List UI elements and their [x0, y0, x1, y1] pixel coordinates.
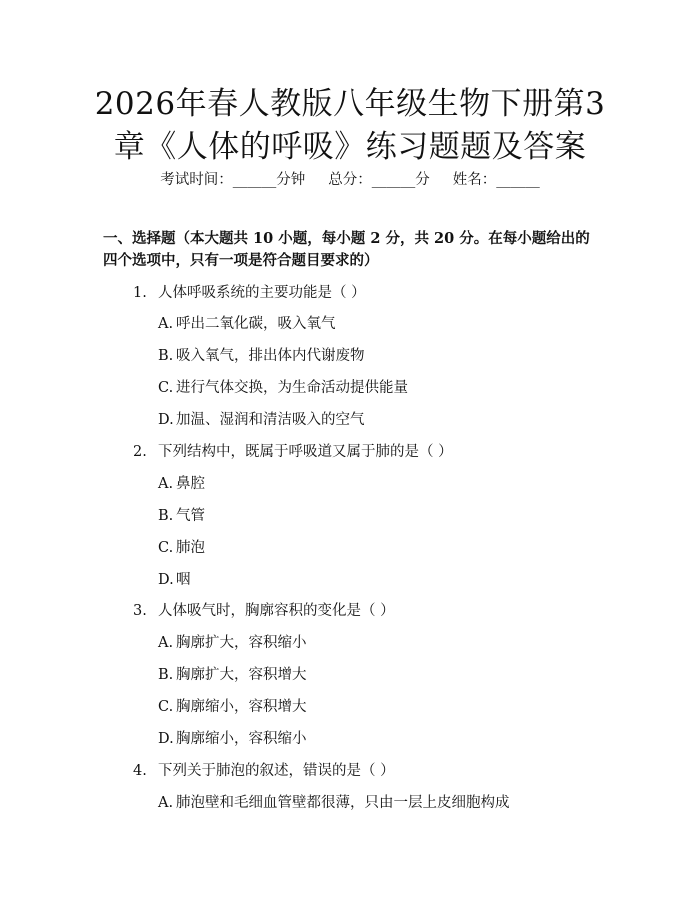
question-text: 人体呼吸系统的主要功能是（ ）: [158, 285, 366, 301]
question-2: [133, 442, 453, 462]
question-number: 2.: [133, 444, 147, 460]
option-2a: [158, 474, 205, 494]
option-letter: D.: [158, 572, 174, 588]
section-heading: 一、选择题（本大题共 10 小题，每小题 2 分，共 20 分。在每小题给出的四个选项中，只有一项是符合题目要求的）: [103, 230, 590, 269]
question-3: [133, 601, 395, 621]
option-letter: A.: [158, 795, 174, 811]
option-text: 肺泡壁和毛细血管壁都很薄，只由一层上皮细胞构成: [176, 795, 510, 811]
option-text: 肺泡: [176, 540, 205, 556]
option-letter: D.: [158, 731, 174, 747]
question-text: 人体吸气时，胸廓容积的变化是（ ）: [158, 603, 395, 619]
option-letter: B.: [158, 508, 174, 524]
option-letter: D.: [158, 412, 174, 428]
question-number: 1.: [133, 285, 147, 301]
option-2c: [158, 538, 205, 558]
option-text: 气管: [176, 508, 205, 524]
option-text: 鼻腔: [176, 476, 205, 492]
option-3c: [158, 697, 307, 717]
question-number: 3.: [133, 603, 147, 619]
option-letter: C.: [158, 699, 174, 715]
question-text: 下列关于肺泡的叙述，错误的是（ ）: [158, 763, 395, 779]
option-letter: A.: [158, 316, 174, 332]
option-3b: [158, 665, 307, 685]
option-1b: [158, 346, 365, 366]
question-number: 4.: [133, 763, 147, 779]
option-letter: A.: [158, 635, 174, 651]
question-text: 下列结构中，既属于呼吸道又属于肺的是（ ）: [158, 444, 453, 460]
question-4: [133, 761, 395, 781]
option-1d: [158, 410, 365, 430]
option-1a: [158, 314, 336, 334]
option-3a: [158, 633, 307, 653]
option-4a: [158, 793, 510, 813]
option-text: 咽: [176, 572, 191, 588]
option-letter: B.: [158, 667, 174, 683]
option-2d: [158, 570, 191, 590]
option-letter: A.: [158, 476, 174, 492]
option-3d: [158, 729, 307, 749]
option-text: 胸廓缩小，容积缩小: [176, 731, 307, 747]
option-letter: C.: [158, 540, 174, 556]
option-letter: B.: [158, 348, 174, 364]
document-title: 2026年春人教版八年级生物下册第3章《人体的呼吸》练习题题及答案: [94, 86, 606, 165]
exam-info-line: 考试时间：______分钟 总分：______分 姓名：______: [160, 172, 540, 188]
question-1: [133, 283, 366, 303]
option-text: 吸入氧气，排出体内代谢废物: [176, 348, 365, 364]
option-text: 进行气体交换，为生命活动提供能量: [176, 380, 408, 396]
option-text: 胸廓缩小，容积增大: [176, 699, 307, 715]
option-text: 胸廓扩大，容积缩小: [176, 635, 307, 651]
option-1c: [158, 378, 408, 398]
option-text: 胸廓扩大，容积增大: [176, 667, 307, 683]
option-letter: C.: [158, 380, 174, 396]
option-text: 加温、湿润和清洁吸入的空气: [176, 412, 365, 428]
option-text: 呼出二氧化碳，吸入氧气: [176, 316, 336, 332]
option-2b: [158, 506, 205, 526]
